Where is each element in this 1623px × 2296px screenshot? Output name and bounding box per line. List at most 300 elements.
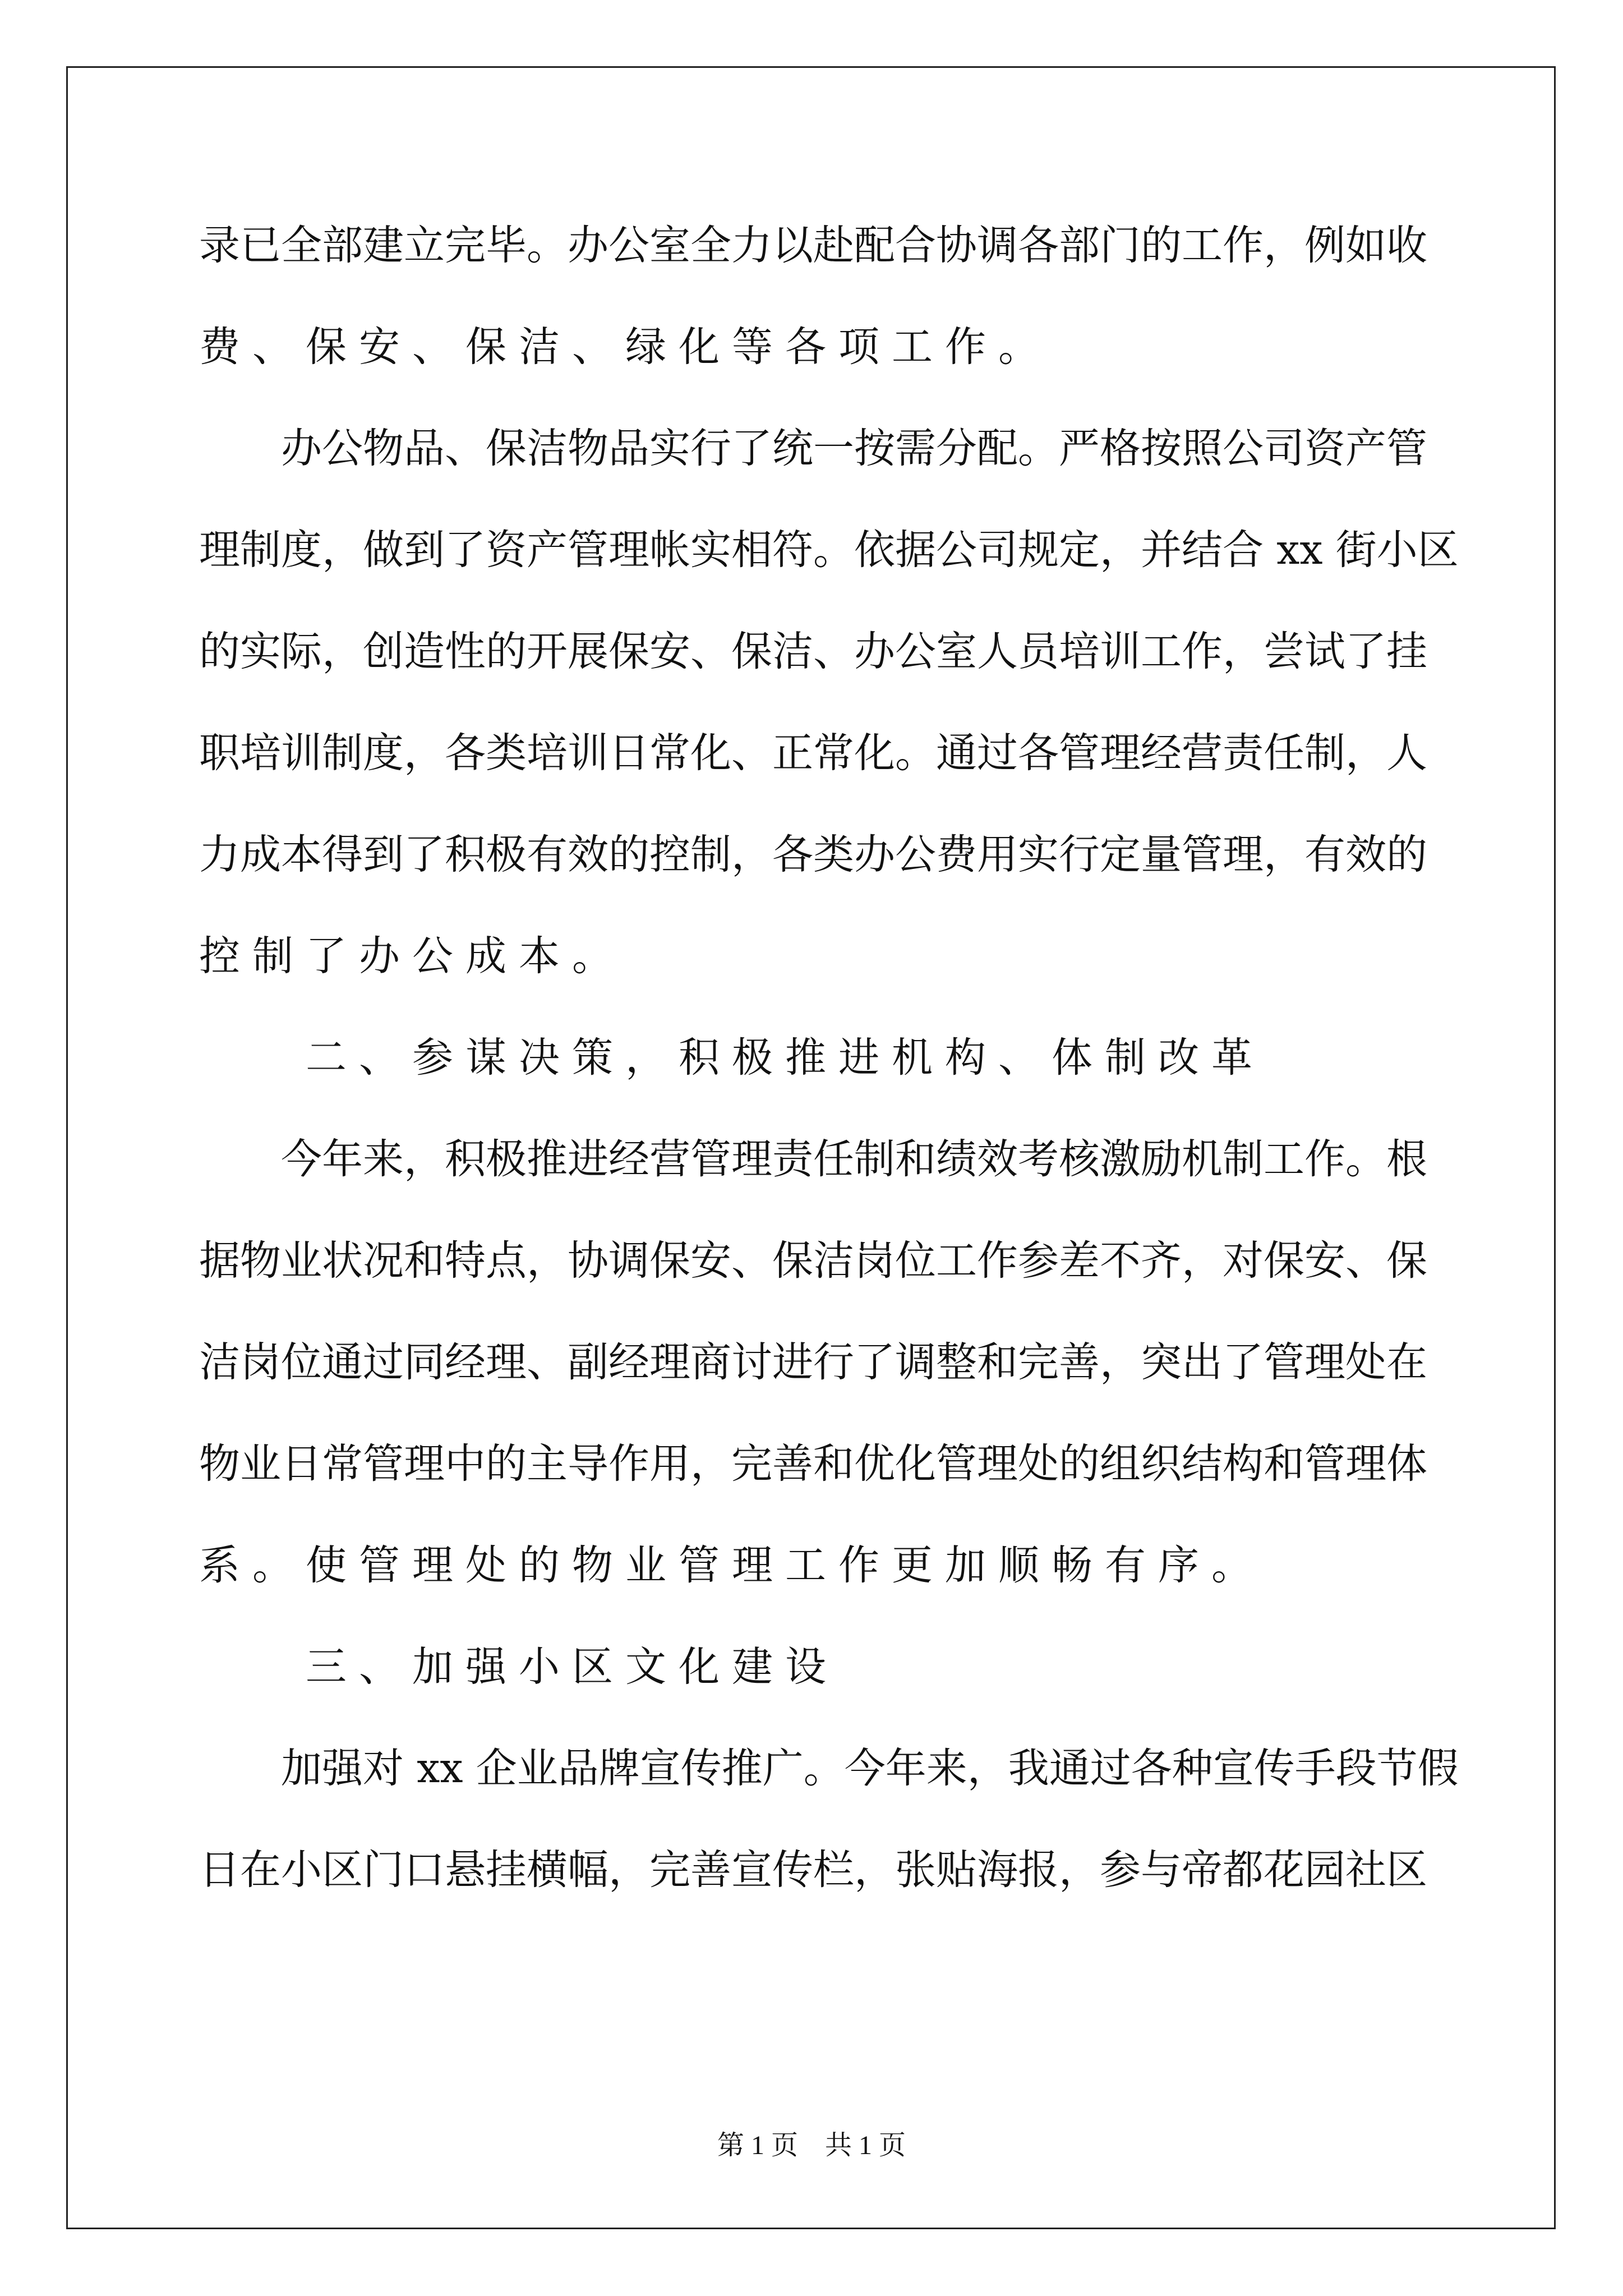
glyph: 训	[1100, 628, 1141, 675]
glyph: 区	[322, 1846, 363, 1894]
glyph: 做	[363, 526, 404, 574]
glyph: 位	[281, 1338, 322, 1386]
glyph: 理	[199, 526, 240, 574]
glyph: 洁	[772, 628, 813, 675]
glyph: 体	[1386, 1440, 1427, 1488]
glyph: 理	[1223, 831, 1264, 878]
glyph: 制	[322, 729, 363, 777]
glyph: 有	[527, 831, 568, 878]
glyph: 经	[608, 1135, 649, 1183]
glyph: 管	[1386, 425, 1427, 472]
glyph: 段	[1335, 1745, 1377, 1792]
glyph: 完	[649, 1846, 690, 1894]
glyph: 不	[1100, 1237, 1141, 1285]
glyph: ，	[404, 729, 445, 777]
glyph: 过	[977, 729, 1018, 777]
text-line	[199, 1126, 1427, 1227]
glyph: 并	[1141, 526, 1182, 574]
glyph: 室	[649, 222, 690, 269]
glyph: 培	[1059, 628, 1100, 675]
glyph: ，	[608, 1846, 649, 1894]
glyph: 赴	[813, 222, 854, 269]
glyph: 度	[281, 526, 322, 574]
glyph: 、	[731, 1237, 772, 1285]
glyph: 调	[608, 1237, 649, 1285]
text-line	[199, 821, 1427, 923]
glyph: 进	[568, 1135, 608, 1183]
glyph: 洁	[199, 1338, 240, 1386]
glyph: 全	[281, 222, 322, 269]
glyph: 效	[1345, 831, 1386, 878]
glyph: 对	[363, 1745, 404, 1792]
glyph: 理	[1304, 1338, 1345, 1386]
glyph: 人	[1386, 729, 1427, 777]
glyph: 安	[649, 628, 690, 675]
glyph: 常	[649, 729, 690, 777]
glyph: 通	[936, 729, 977, 777]
glyph: 工	[936, 1237, 977, 1285]
glyph: 物	[240, 1237, 281, 1285]
glyph: 突	[1141, 1338, 1182, 1386]
glyph: 贴	[936, 1846, 977, 1894]
glyph: 完	[731, 1440, 772, 1488]
glyph: 广	[762, 1745, 804, 1792]
glyph: 完	[445, 222, 486, 269]
glyph: 优	[854, 1440, 895, 1488]
glyph: 资	[486, 526, 527, 574]
glyph: ，	[404, 1135, 445, 1183]
glyph: 公	[895, 628, 936, 675]
document-body	[199, 212, 1459, 1938]
glyph: 年	[322, 1135, 363, 1183]
glyph: 责	[1223, 729, 1264, 777]
glyph: 了	[1223, 1338, 1264, 1386]
glyph: 各	[772, 831, 813, 878]
glyph: 经	[1141, 729, 1182, 777]
glyph: 导	[568, 1440, 608, 1488]
glyph: 作	[1304, 1135, 1345, 1183]
glyph: 牌	[598, 1745, 640, 1792]
glyph: 训	[281, 729, 322, 777]
glyph: 通	[1049, 1745, 1090, 1792]
glyph: 实	[1018, 831, 1059, 878]
glyph: 的	[1141, 222, 1182, 269]
glyph: 小	[1376, 526, 1418, 574]
glyph: 考	[1018, 1135, 1059, 1183]
glyph: 、	[813, 628, 854, 675]
glyph: 保	[1264, 1237, 1304, 1285]
glyph: 的	[608, 831, 649, 878]
glyph: 规	[1018, 526, 1059, 574]
glyph: 对	[1223, 1237, 1264, 1285]
glyph	[404, 1735, 417, 1837]
glyph: 手	[1294, 1745, 1336, 1792]
glyph: 激	[1100, 1135, 1141, 1183]
glyph: 今	[844, 1745, 886, 1792]
glyph: ，	[1182, 1237, 1223, 1285]
text-line	[199, 415, 1427, 517]
glyph: 收	[1386, 222, 1427, 269]
glyph: 和	[1264, 1440, 1304, 1488]
glyph: 海	[977, 1846, 1018, 1894]
glyph: 宣	[639, 1745, 681, 1792]
glyph: 录	[199, 222, 240, 269]
glyph: 积	[445, 831, 486, 878]
glyph: 费	[936, 831, 977, 878]
glyph: 分	[936, 425, 977, 472]
glyph: 管	[1059, 729, 1100, 777]
glyph: 立	[404, 222, 445, 269]
glyph: 工	[1182, 222, 1223, 269]
glyph: 都	[1223, 1846, 1264, 1894]
text-line: 费、保安、保洁、绿化等各项工作。	[199, 323, 1052, 371]
glyph: 、	[731, 729, 772, 777]
glyph: 日	[608, 729, 649, 777]
text-line	[199, 720, 1427, 821]
glyph: 人	[977, 628, 1018, 675]
glyph: 有	[1304, 831, 1345, 878]
glyph: 类	[813, 831, 854, 878]
glyph: 用	[649, 1440, 690, 1488]
glyph: 我	[1008, 1745, 1049, 1792]
glyph: 悬	[445, 1846, 486, 1894]
glyph: 园	[1304, 1846, 1345, 1894]
glyph: 各	[1018, 222, 1059, 269]
glyph: 公	[322, 425, 363, 472]
glyph: 理	[608, 526, 649, 574]
glyph: 洁	[527, 425, 568, 472]
text-line	[199, 1227, 1427, 1329]
page-footer	[0, 2129, 1623, 2162]
glyph: 区	[1417, 526, 1459, 574]
glyph: 化	[690, 729, 731, 777]
glyph: 尝	[1264, 628, 1304, 675]
glyph: 洁	[813, 1237, 854, 1285]
glyph: ，	[1264, 222, 1304, 269]
glyph: 产	[1345, 425, 1386, 472]
glyph: 极	[486, 1135, 527, 1183]
glyph: 来	[363, 1135, 404, 1183]
glyph: 强	[322, 1745, 363, 1792]
glyph: 作	[608, 1440, 649, 1488]
glyph: 口	[404, 1846, 445, 1894]
glyph: 位	[895, 1237, 936, 1285]
glyph: 定	[1059, 526, 1100, 574]
glyph: 严	[1059, 425, 1100, 472]
glyph: 合	[895, 222, 936, 269]
glyph: 作	[1182, 628, 1223, 675]
glyph: 配	[977, 425, 1018, 472]
glyph: 效	[568, 831, 608, 878]
glyph: 门	[1100, 222, 1141, 269]
glyph: 产	[527, 526, 568, 574]
glyph: 已	[240, 222, 281, 269]
glyph: 花	[1264, 1846, 1304, 1894]
glyph: 统	[772, 425, 813, 472]
glyph: ，	[967, 1745, 1008, 1792]
glyph: 度	[363, 729, 404, 777]
glyph: xx	[417, 1745, 463, 1792]
glyph: 、	[690, 628, 731, 675]
glyph: 和	[813, 1440, 854, 1488]
glyph: 理	[1100, 729, 1141, 777]
glyph: 栏	[813, 1846, 854, 1894]
glyph: 。	[1018, 425, 1059, 472]
glyph: 过	[1090, 1745, 1131, 1792]
glyph: 部	[322, 222, 363, 269]
glyph: 制	[1223, 1135, 1264, 1183]
glyph: 加	[281, 1745, 322, 1792]
glyph	[199, 415, 240, 517]
glyph: 完	[1018, 1338, 1059, 1386]
glyph: 办	[854, 628, 895, 675]
glyph: 报	[1018, 1846, 1059, 1894]
glyph	[199, 1735, 240, 1837]
text-line	[199, 1837, 1427, 1938]
glyph: 、	[527, 1338, 568, 1386]
glyph: 例	[1304, 222, 1345, 269]
glyph: 行	[690, 425, 731, 472]
glyph: 管	[1264, 1338, 1304, 1386]
glyph: 依	[854, 526, 895, 574]
glyph: 企	[476, 1745, 517, 1792]
glyph: 创	[363, 628, 404, 675]
glyph: 办	[281, 425, 322, 472]
glyph	[1264, 517, 1276, 618]
glyph: 一	[813, 425, 854, 472]
glyph: 力	[731, 222, 772, 269]
glyph: 品	[557, 1745, 599, 1792]
glyph: 了	[731, 425, 772, 472]
glyph	[240, 1735, 281, 1837]
glyph: 得	[322, 831, 363, 878]
glyph	[240, 415, 281, 517]
glyph: 在	[240, 1846, 281, 1894]
glyph: 合	[1223, 526, 1264, 574]
glyph: 和	[977, 1338, 1018, 1386]
glyph: 物	[363, 425, 404, 472]
glyph: 今	[281, 1135, 322, 1183]
glyph: 和	[404, 1237, 445, 1285]
glyph: xx	[1276, 526, 1323, 574]
glyph: 制	[690, 831, 731, 878]
glyph: 类	[486, 729, 527, 777]
text-line	[199, 517, 1459, 618]
glyph: 传	[680, 1745, 722, 1792]
glyph: 业	[517, 1745, 558, 1792]
glyph: 实	[240, 628, 281, 675]
glyph: 实	[690, 526, 731, 574]
glyph: 开	[527, 628, 568, 675]
glyph: 。	[895, 729, 936, 777]
glyph: 组	[1100, 1440, 1141, 1488]
glyph: 帝	[1182, 1846, 1223, 1894]
glyph: 司	[1264, 425, 1304, 472]
glyph: 以	[772, 222, 813, 269]
glyph: 善	[772, 1440, 813, 1488]
glyph: ，	[1345, 729, 1386, 777]
glyph: 善	[690, 1846, 731, 1894]
glyph: 作	[1223, 222, 1264, 269]
glyph: 参	[1100, 1846, 1141, 1894]
glyph: 公	[936, 526, 977, 574]
glyph: 横	[527, 1846, 568, 1894]
section-heading: 三、加强小区文化建设	[199, 1643, 838, 1691]
glyph: 极	[486, 831, 527, 878]
glyph: 据	[199, 1237, 240, 1285]
glyph: 据	[895, 526, 936, 574]
glyph: 保	[649, 1237, 690, 1285]
glyph: 各	[1131, 1745, 1172, 1792]
glyph: 管	[1304, 1440, 1345, 1488]
glyph: 毕	[486, 222, 527, 269]
glyph: 如	[1345, 222, 1386, 269]
glyph: 岗	[240, 1338, 281, 1386]
glyph: 管	[363, 1440, 404, 1488]
glyph: 的	[199, 628, 240, 675]
text-line: 系。使管理处的物业管理工作更加顺畅有序。	[199, 1542, 1265, 1589]
glyph: 和	[895, 1135, 936, 1183]
glyph: 小	[281, 1846, 322, 1894]
glyph: 推	[527, 1135, 568, 1183]
glyph: ，	[1100, 1338, 1141, 1386]
glyph: 保	[772, 1237, 813, 1285]
glyph: 。	[1345, 1135, 1386, 1183]
glyph: 实	[649, 425, 690, 472]
glyph: 根	[1386, 1135, 1427, 1183]
glyph: 制	[240, 526, 281, 574]
glyph: 在	[1386, 1338, 1427, 1386]
glyph: 进	[772, 1338, 813, 1386]
glyph: 社	[1345, 1846, 1386, 1894]
glyph: 副	[568, 1338, 608, 1386]
glyph: 了	[1345, 628, 1386, 675]
glyph: 培	[240, 729, 281, 777]
glyph: 办	[854, 831, 895, 878]
glyph: 各	[1018, 729, 1059, 777]
glyph: 保	[486, 425, 527, 472]
glyph: 营	[649, 1135, 690, 1183]
glyph: 假	[1417, 1745, 1459, 1792]
glyph: ，	[690, 1440, 731, 1488]
glyph: 造	[404, 628, 445, 675]
glyph	[240, 1126, 281, 1227]
glyph: 品	[608, 425, 649, 472]
glyph: 各	[445, 729, 486, 777]
text-line	[199, 212, 1427, 314]
glyph: 公	[1223, 425, 1264, 472]
glyph: 处	[1018, 1440, 1059, 1488]
glyph: 工	[1264, 1135, 1304, 1183]
glyph: 帐	[649, 526, 690, 574]
glyph: 经	[445, 1338, 486, 1386]
glyph: 出	[1182, 1338, 1223, 1386]
glyph: 过	[363, 1338, 404, 1386]
glyph: 配	[854, 222, 895, 269]
glyph: 任	[1264, 729, 1304, 777]
glyph: 公	[895, 831, 936, 878]
glyph: 作	[977, 1237, 1018, 1285]
glyph: 业	[240, 1440, 281, 1488]
glyph: 年	[885, 1745, 926, 1792]
glyph: 物	[199, 1440, 240, 1488]
glyph: 协	[936, 222, 977, 269]
glyph: 需	[895, 425, 936, 472]
glyph	[463, 1735, 476, 1837]
glyph: 理	[1345, 1440, 1386, 1488]
glyph: 常	[322, 1440, 363, 1488]
glyph: 参	[1018, 1237, 1059, 1285]
glyph: 日	[199, 1846, 240, 1894]
glyph: 管	[568, 526, 608, 574]
glyph: 理	[404, 1440, 445, 1488]
glyph: 量	[1141, 831, 1182, 878]
text-line	[199, 1329, 1427, 1430]
glyph: 行	[1059, 831, 1100, 878]
glyph: 传	[1253, 1745, 1295, 1792]
glyph: 绩	[936, 1135, 977, 1183]
glyph: 积	[445, 1135, 486, 1183]
glyph: 物	[568, 425, 608, 472]
section-heading: 二、参谋决策，积极推进机构、体制改革	[199, 1034, 1265, 1082]
glyph: 调	[977, 222, 1018, 269]
glyph: 了	[854, 1338, 895, 1386]
glyph: 整	[936, 1338, 977, 1386]
glyph: 管	[936, 1440, 977, 1488]
glyph: 保	[731, 628, 772, 675]
glyph: 齐	[1141, 1237, 1182, 1285]
glyph: 特	[445, 1237, 486, 1285]
glyph: 。	[527, 222, 568, 269]
text-line	[199, 1430, 1427, 1532]
glyph: 理	[731, 1135, 772, 1183]
glyph: 全	[690, 222, 731, 269]
glyph: 来	[926, 1745, 967, 1792]
glyph: 建	[363, 222, 404, 269]
glyph: 理	[977, 1440, 1018, 1488]
glyph: 的	[486, 1440, 527, 1488]
glyph: 相	[731, 526, 772, 574]
glyph: 挂	[486, 1846, 527, 1894]
glyph: 况	[363, 1237, 404, 1285]
glyph: 成	[240, 831, 281, 878]
glyph: 了	[445, 526, 486, 574]
glyph: 训	[568, 729, 608, 777]
glyph: 业	[281, 1237, 322, 1285]
glyph: 理	[649, 1338, 690, 1386]
glyph: 司	[977, 526, 1018, 574]
glyph: 职	[199, 729, 240, 777]
glyph: 营	[1182, 729, 1223, 777]
glyph: 中	[445, 1440, 486, 1488]
glyph: 调	[895, 1338, 936, 1386]
glyph: 与	[1141, 1846, 1182, 1894]
glyph: 行	[813, 1338, 854, 1386]
glyph: 际	[281, 628, 322, 675]
glyph: 定	[1100, 831, 1141, 878]
glyph: 室	[936, 628, 977, 675]
glyph: 保	[1386, 1237, 1427, 1285]
glyph: 善	[1059, 1338, 1100, 1386]
glyph: 点	[486, 1237, 527, 1285]
glyph: 差	[1059, 1237, 1100, 1285]
glyph: 员	[1018, 628, 1059, 675]
glyph: 公	[608, 222, 649, 269]
glyph: 织	[1141, 1440, 1182, 1488]
glyph: 管	[1182, 831, 1223, 878]
glyph: 通	[322, 1338, 363, 1386]
glyph: 推	[721, 1745, 763, 1792]
